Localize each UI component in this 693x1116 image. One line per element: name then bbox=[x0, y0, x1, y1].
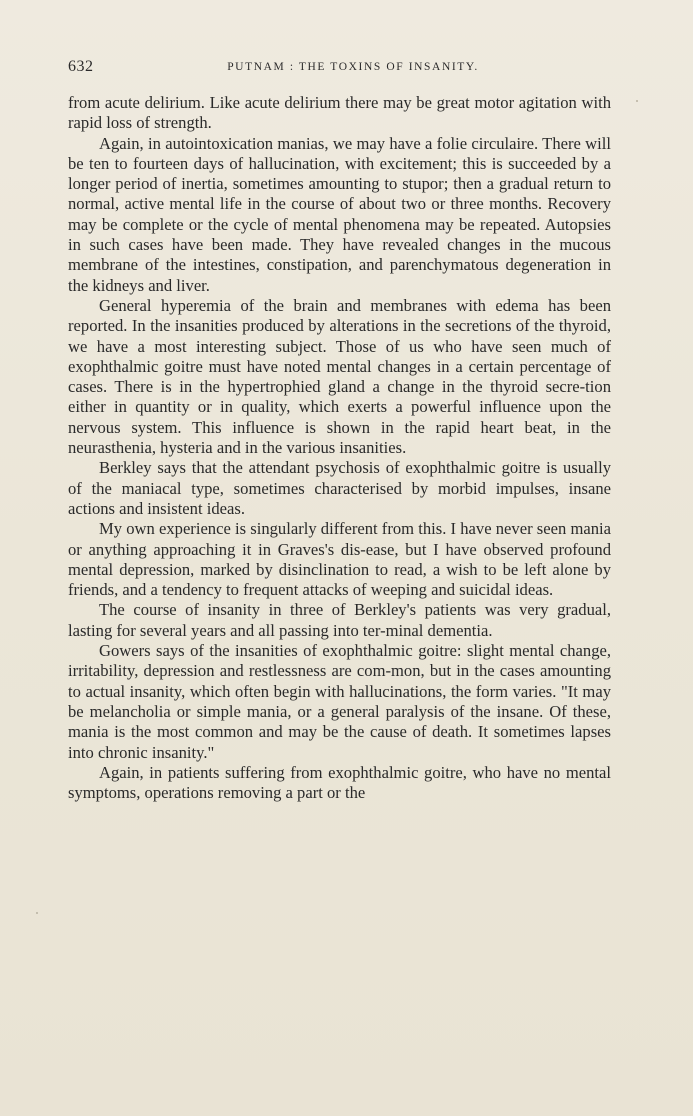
paragraph-6: The course of insanity in three of Berkley's patients was very gradual, lasting for several years and all passing into ter-minal dementia. bbox=[68, 600, 611, 640]
paragraph-2: Again, in autointoxication manias, we may have a folie circulaire. There will be ten to fourteen days of hallucination, with excitement; this is succeeded by a longer period of inertia, sometimes amounting to stupor; then a gradual return to normal, active mental life in the course of about two or three months. Recovery may be complete or the cycle of mental phenomena may be repeated. Autopsies in such cases have been made. They have revealed changes in the mucous membrane of the intestines, constipation, and parenchymatous degeneration in the kidneys and liver. bbox=[68, 133, 611, 295]
paragraph-1: from acute delirium. Like acute delirium there may be great motor agitation with rapid loss of strength. bbox=[68, 93, 611, 133]
running-head: PUTNAM : THE TOXINS OF INSANITY. bbox=[227, 61, 479, 73]
page-number: 632 bbox=[68, 58, 94, 75]
paper-speck bbox=[636, 100, 638, 102]
paragraph-5: My own experience is singularly different from this. I have never seen mania or anything approaching it in Graves's dis-ease, but I have observed profound mental depression, marked by disinclination to read, a wish to be left alone by friends, and a tendency to frequent attacks of weeping and suicidal ideas. bbox=[68, 519, 611, 600]
paragraph-3: General hyperemia of the brain and membranes with edema has been reported. In the insanities produced by alterations in the secretions of the thyroid, we have a most interesting subject. Those of us who have seen much of exophthalmic goitre must have noted mental changes in a certain percentage of cases. There is in the hypertrophied gland a change in the thyroid secre-tion either in quantity or in quality, which exerts a powerful influence upon the nervous system. This influence is shown in the rapid heart beat, in the neurasthenia, hysteria and in the various insanities. bbox=[68, 295, 611, 458]
paper-speck bbox=[36, 912, 38, 914]
paragraph-8: Again, in patients suffering from exophthalmic goitre, who have no mental symptoms, operations removing a part or the bbox=[68, 762, 611, 803]
page-header bbox=[68, 58, 638, 80]
body-text bbox=[68, 93, 611, 803]
paragraph-4: Berkley says that the attendant psychosis of exophthalmic goitre is usually of the maniacal type, sometimes characterised by morbid impulses, insane actions and insistent ideas. bbox=[68, 458, 611, 518]
paragraph-7: Gowers says of the insanities of exophthalmic goitre: slight mental change, irritability, depression and restlessness are com-mon, but in the cases amounting to actual insanity, which often begin with hallucinations, the form varies. "It may be melancholia or simple mania, or a general paralysis of the insane. Of these, mania is the most common and may be the cause of death. It sometimes lapses into chronic insanity." bbox=[68, 641, 611, 762]
